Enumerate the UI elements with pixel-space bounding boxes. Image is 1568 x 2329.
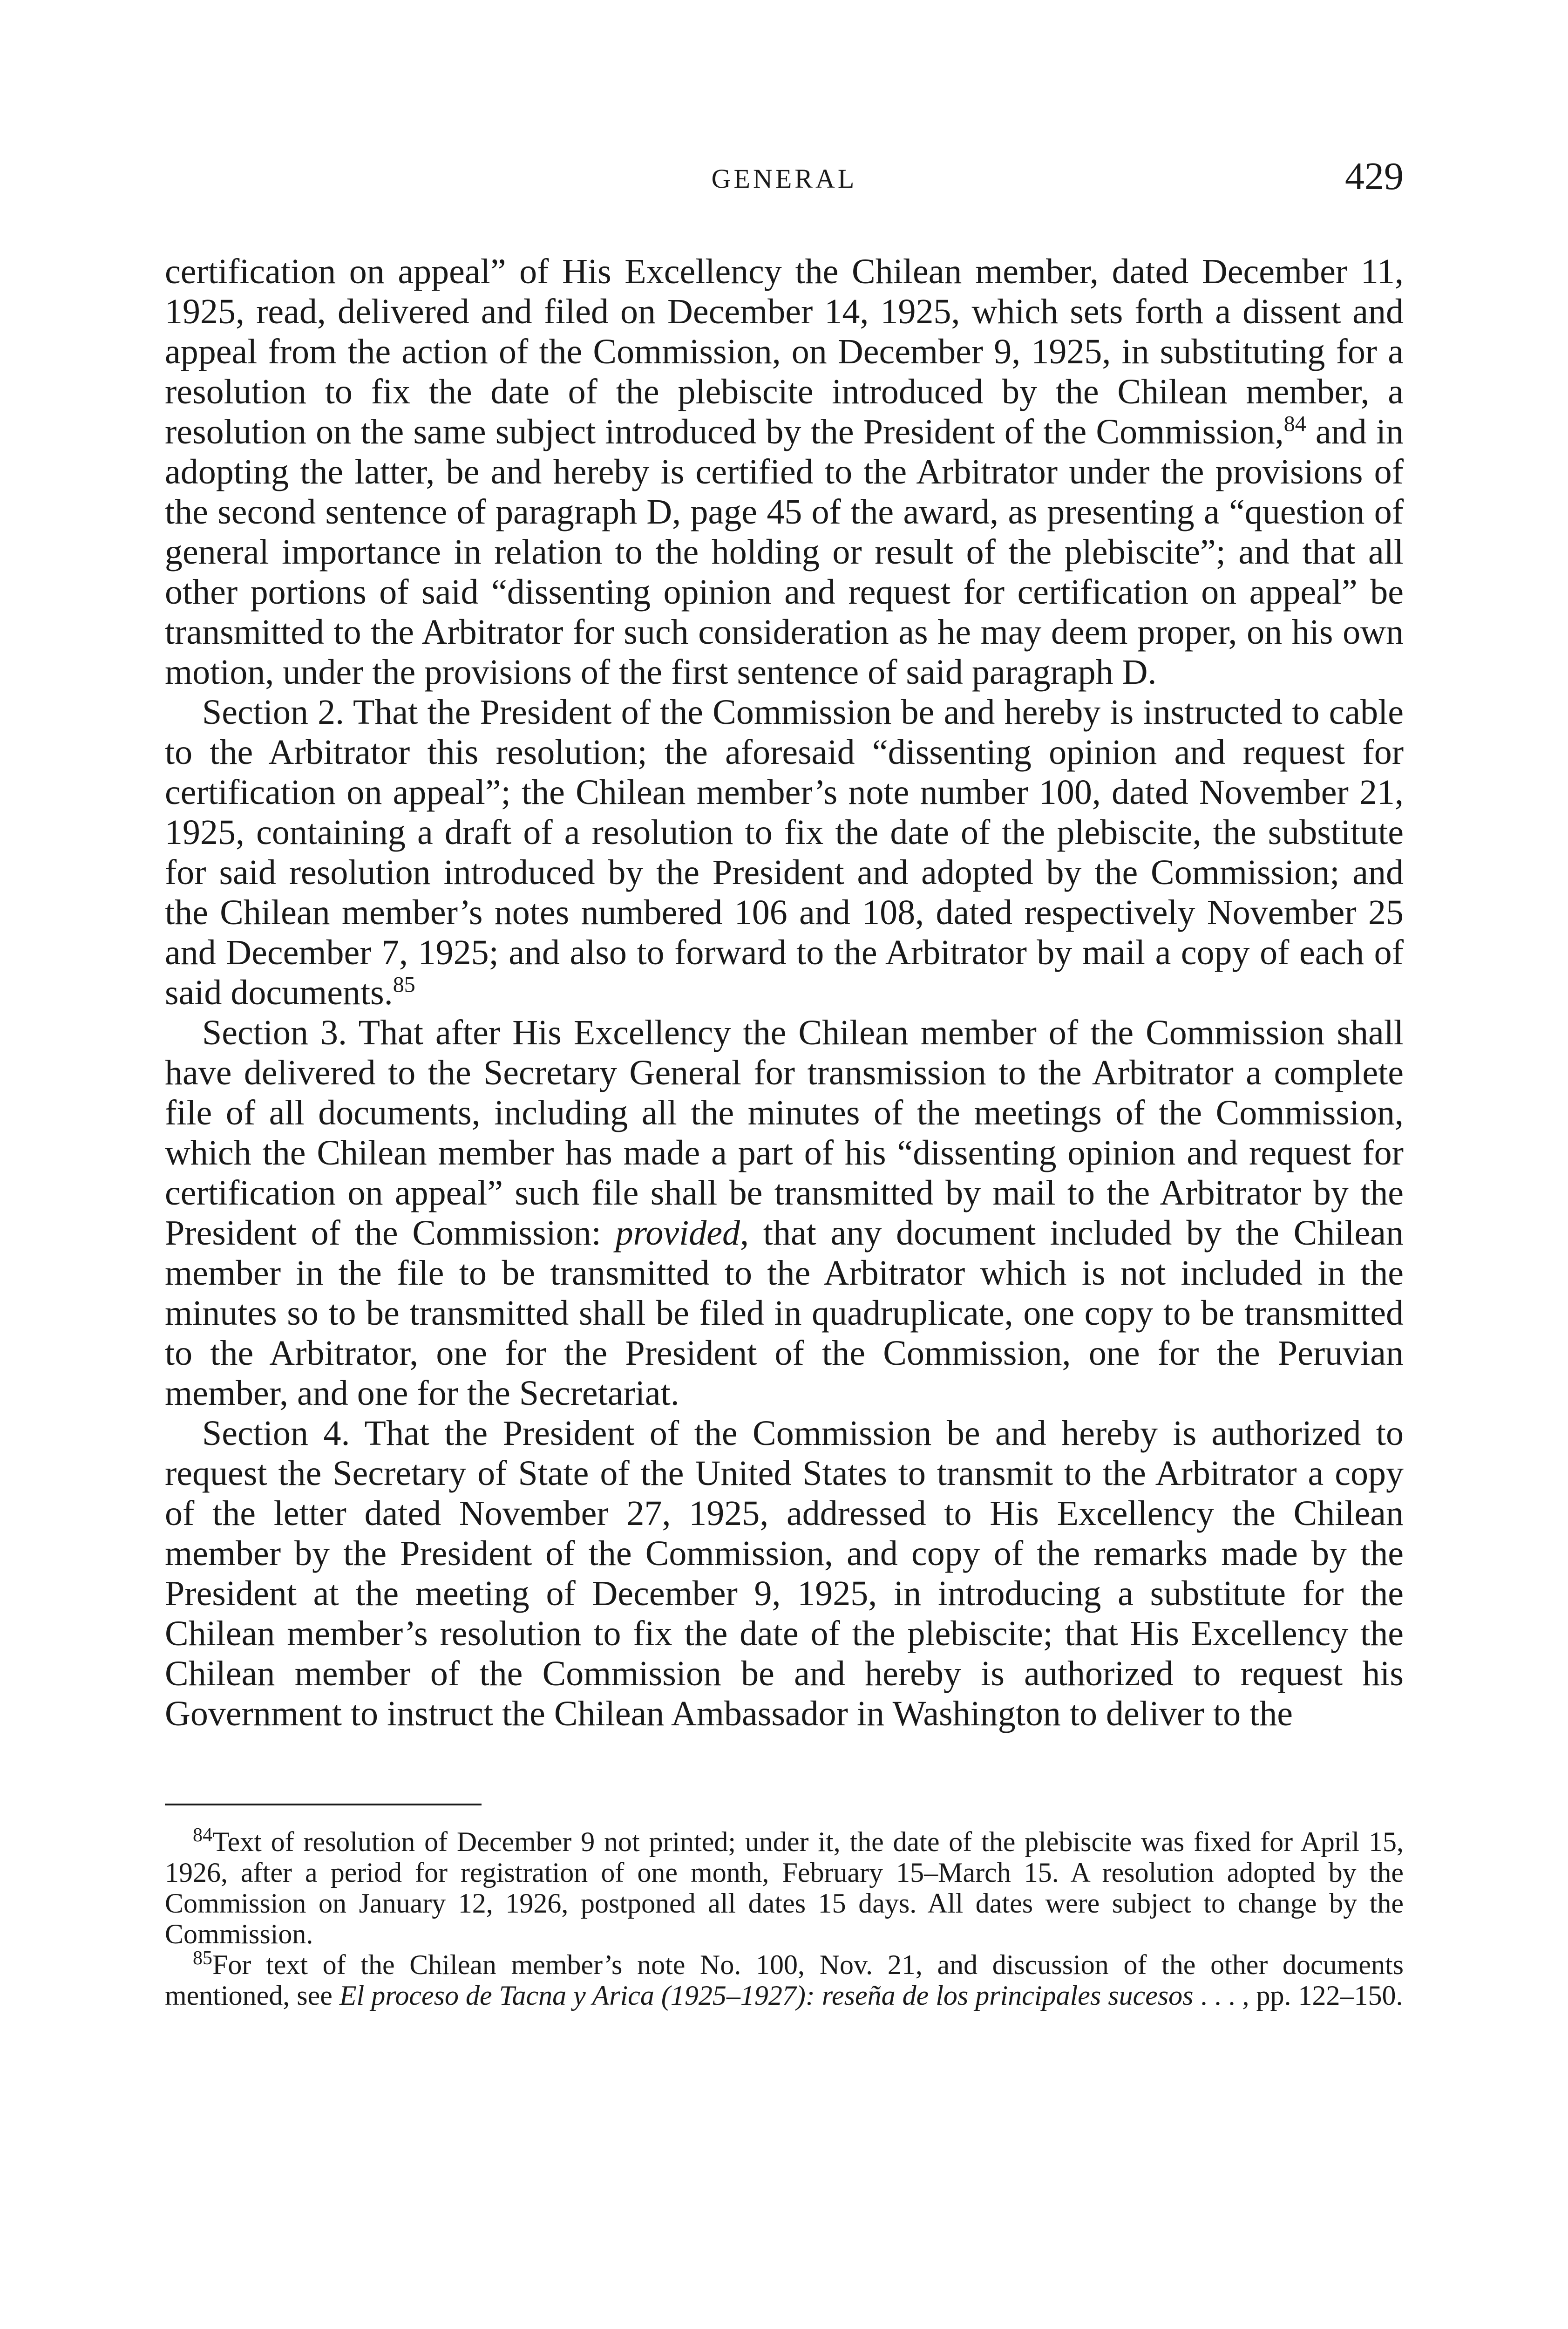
paragraph-1-text-b: and in adopting the latter, be and hereby is certified to the Arbitrator under the provisions of the second sentence of paragraph D, page 45 of the award, as presenting a “question of general importance in relation to the holding or result of the plebiscite”; and that all other portions of said “dissenting opinion and request for certification on appeal” be transmitted to the Arbitrator for such consideration as he may deem proper, on his own motion, under the provisions of the first sentence of said paragraph D. xyxy=(165,412,1404,692)
footnote-divider xyxy=(165,1804,482,1805)
footnote-85-book-title: El proceso de Tacna y Arica (1925–1927): reseña de los principales sucesos xyxy=(339,1980,1194,2011)
footnote-85-mark: 85 xyxy=(193,1948,212,1969)
footnote-ref-85[interactable]: 85 xyxy=(393,972,415,997)
paragraph-section-4 xyxy=(165,1413,1404,1734)
section-2-text: Section 2. That the President of the Commission be and hereby is instructed to cable to the Arbitrator this resolution; the aforesaid “dissenting opinion and request for certification on appeal”; the Chilean member’s note number 100, dated November 21, 1925, containing a draft of a resolution to fix the date of the plebiscite, the substitute for said resolution introduced by the President and adopted by the Commission; and the Chilean member’s notes numbered 106 and 108, dated respectively November 25 and December 7, 1925; and also to forward to the Arbitrator by mail a copy of each of said documents. xyxy=(165,693,1404,1012)
footnote-84 xyxy=(165,1826,1404,1949)
footnote-84-mark: 84 xyxy=(193,1825,212,1846)
running-head: GENERAL xyxy=(711,163,857,194)
footnotes xyxy=(165,1826,1404,2011)
paragraph-1-text-a: certification on appeal” of His Excellency the Chilean member, dated December 11, 1925, read, delivered and filed on December 14, 1925, which sets forth a dissent and appeal from the action of the Commission, on December 9, 1925, in substituting for a resolution to fix the date of the plebiscite introduced by the Chilean member, a resolution on the same subject introduced by the President of the Commission, xyxy=(165,252,1404,451)
paragraph-section-3 xyxy=(165,1013,1404,1413)
footnote-ref-84[interactable]: 84 xyxy=(1283,411,1306,436)
paragraph-section-2 xyxy=(165,692,1404,1013)
provided-italic: provided xyxy=(615,1213,740,1253)
section-3-text-a: Section 3. That after His Excellency the Chilean member of the Commission shall have delivered to the Secretary General for transmission to the Arbitrator a complete file of all documents, including all the minutes of the meetings of the Commission, which the Chilean member has made a part of his “dissenting opinion and request for certification on appeal” such file shall be transmitted by mail to the Arbitrator by the President of the Commission: xyxy=(165,1013,1404,1253)
section-3-text-b: , that any document included by the Chilean member in the file to be transmitted to the Arbitrator which is not included in the minutes so to be transmitted shall be filed in quadruplicate, one copy to be transmitted to the Arbitrator, one for the President of the Commission, one for the Peruvian member, and one for the Secretariat. xyxy=(165,1213,1404,1413)
paragraph-1 xyxy=(165,252,1404,692)
footnote-85-text-a: For text of the Chilean member’s note No. 100, Nov. 21, and discussion of the other documents mentioned, see xyxy=(165,1949,1404,2011)
footnote-84-text: Text of resolution of December 9 not printed; under it, the date of the plebiscite was fixed for April 15, 1926, after a period for registration of one month, February 15–March 15. A resolution adopted by the Commission on January 12, 1926, postponed all dates 15 days. All dates were subject to change by the Commission. xyxy=(165,1826,1404,1949)
footnote-85 xyxy=(165,1949,1404,2011)
section-4-text: Section 4. That the President of the Commission be and hereby is authorized to request the Secretary of State of the United States to transmit to the Arbitrator a copy of the letter dated November 27, 1925, addressed to His Excellency the Chilean member by the President of the Commission, and copy of the remarks made by the President at the meeting of December 9, 1925, in introducing a substitute for the Chilean member’s resolution to fix the date of the plebiscite; that His Excellency the Chilean member of the Commission be and hereby is authorized to request his Government to instruct the Chilean Ambassador in Washington to deliver to the xyxy=(165,1414,1404,1733)
footnote-85-text-b: . . . , pp. 122–150. xyxy=(1193,1980,1403,2011)
page-header xyxy=(165,154,1404,205)
body-text xyxy=(165,252,1404,1734)
page-number: 429 xyxy=(1345,155,1404,198)
book-page xyxy=(165,154,1404,2011)
